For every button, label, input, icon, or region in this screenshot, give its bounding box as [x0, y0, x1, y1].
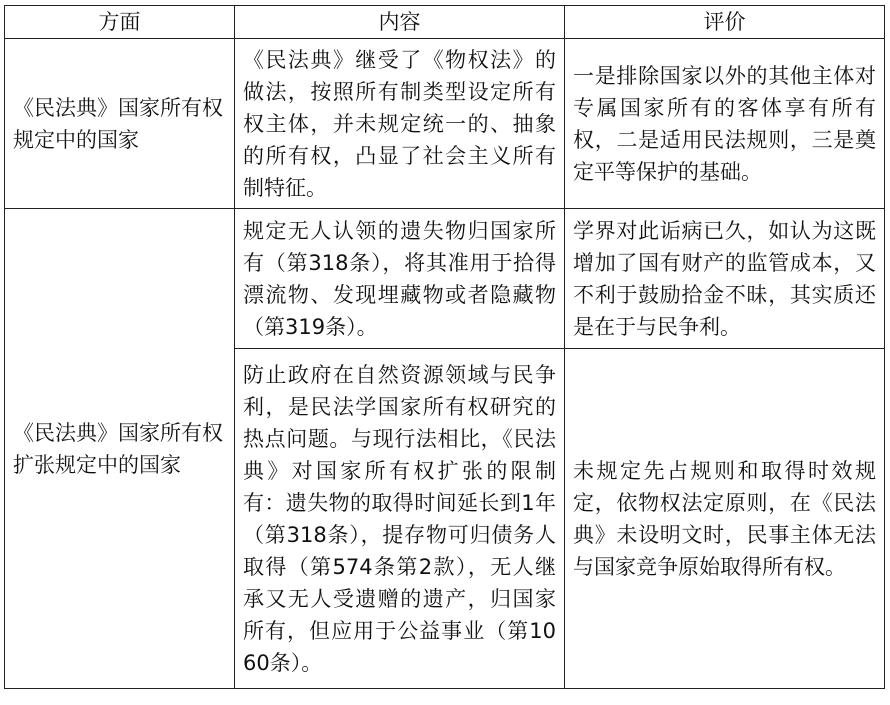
aspect-cell: [5, 209, 235, 689]
content-cell: [235, 39, 565, 209]
content-text: 规定无人认领的遗失物归国家所有（第318条），将其准用于拾得漂流物、发现埋藏物或者隐藏物（第319条）。: [243, 218, 556, 339]
header-content: 内容: [235, 6, 565, 39]
content-text: 防止政府在自然资源领域与民争利，是民法学国家所有权研究的热点问题。与现行法相比，《民法典》对国家所有权扩张的限制有：遗失物的取得时间延长到1年（第318条），提存物可归债务人取得（第574条第2款），无人继承又无人受遗赠的遗产，归国家所有，但应用于公益事业（第1060条）。: [243, 362, 556, 675]
content-cell: [235, 349, 565, 689]
evaluation-cell: [565, 39, 885, 209]
header-row: [5, 6, 885, 39]
evaluation-cell: [565, 209, 885, 349]
content-text: 《民法典》继受了《物权法》的做法，按照所有制类型设定所有权主体，并未规定统一的、抽象的所有权，凸显了社会主义所有制特征。: [243, 47, 556, 200]
aspect-text: 《民法典》国家所有权规定中的国家: [13, 95, 223, 152]
table-row: [5, 209, 885, 349]
table-row: [5, 39, 885, 209]
evaluation-text: 一是排除国家以外的其他主体对专属国家所有的客体享有所有权，二是适用民法规则，三是奠定平等保护的基础。: [573, 63, 876, 184]
evaluation-cell: [565, 349, 885, 689]
header-aspect: 方面: [5, 6, 235, 39]
content-cell: [235, 209, 565, 349]
header-evaluation: 评价: [565, 6, 885, 39]
comparison-table: [4, 5, 885, 689]
aspect-cell: [5, 39, 235, 209]
aspect-text: 《民法典》国家所有权扩张规定中的国家: [13, 420, 223, 477]
evaluation-text: 学界对此诟病已久，如认为这既增加了国有财产的监管成本，又不利于鼓励拾金不昧，其实质还是在于与民争利。: [573, 218, 876, 339]
evaluation-text: 未规定先占规则和取得时效规定，依物权法定原则，在《民法典》未设明文时，民事主体无法与国家竞争原始取得所有权。: [573, 458, 876, 579]
